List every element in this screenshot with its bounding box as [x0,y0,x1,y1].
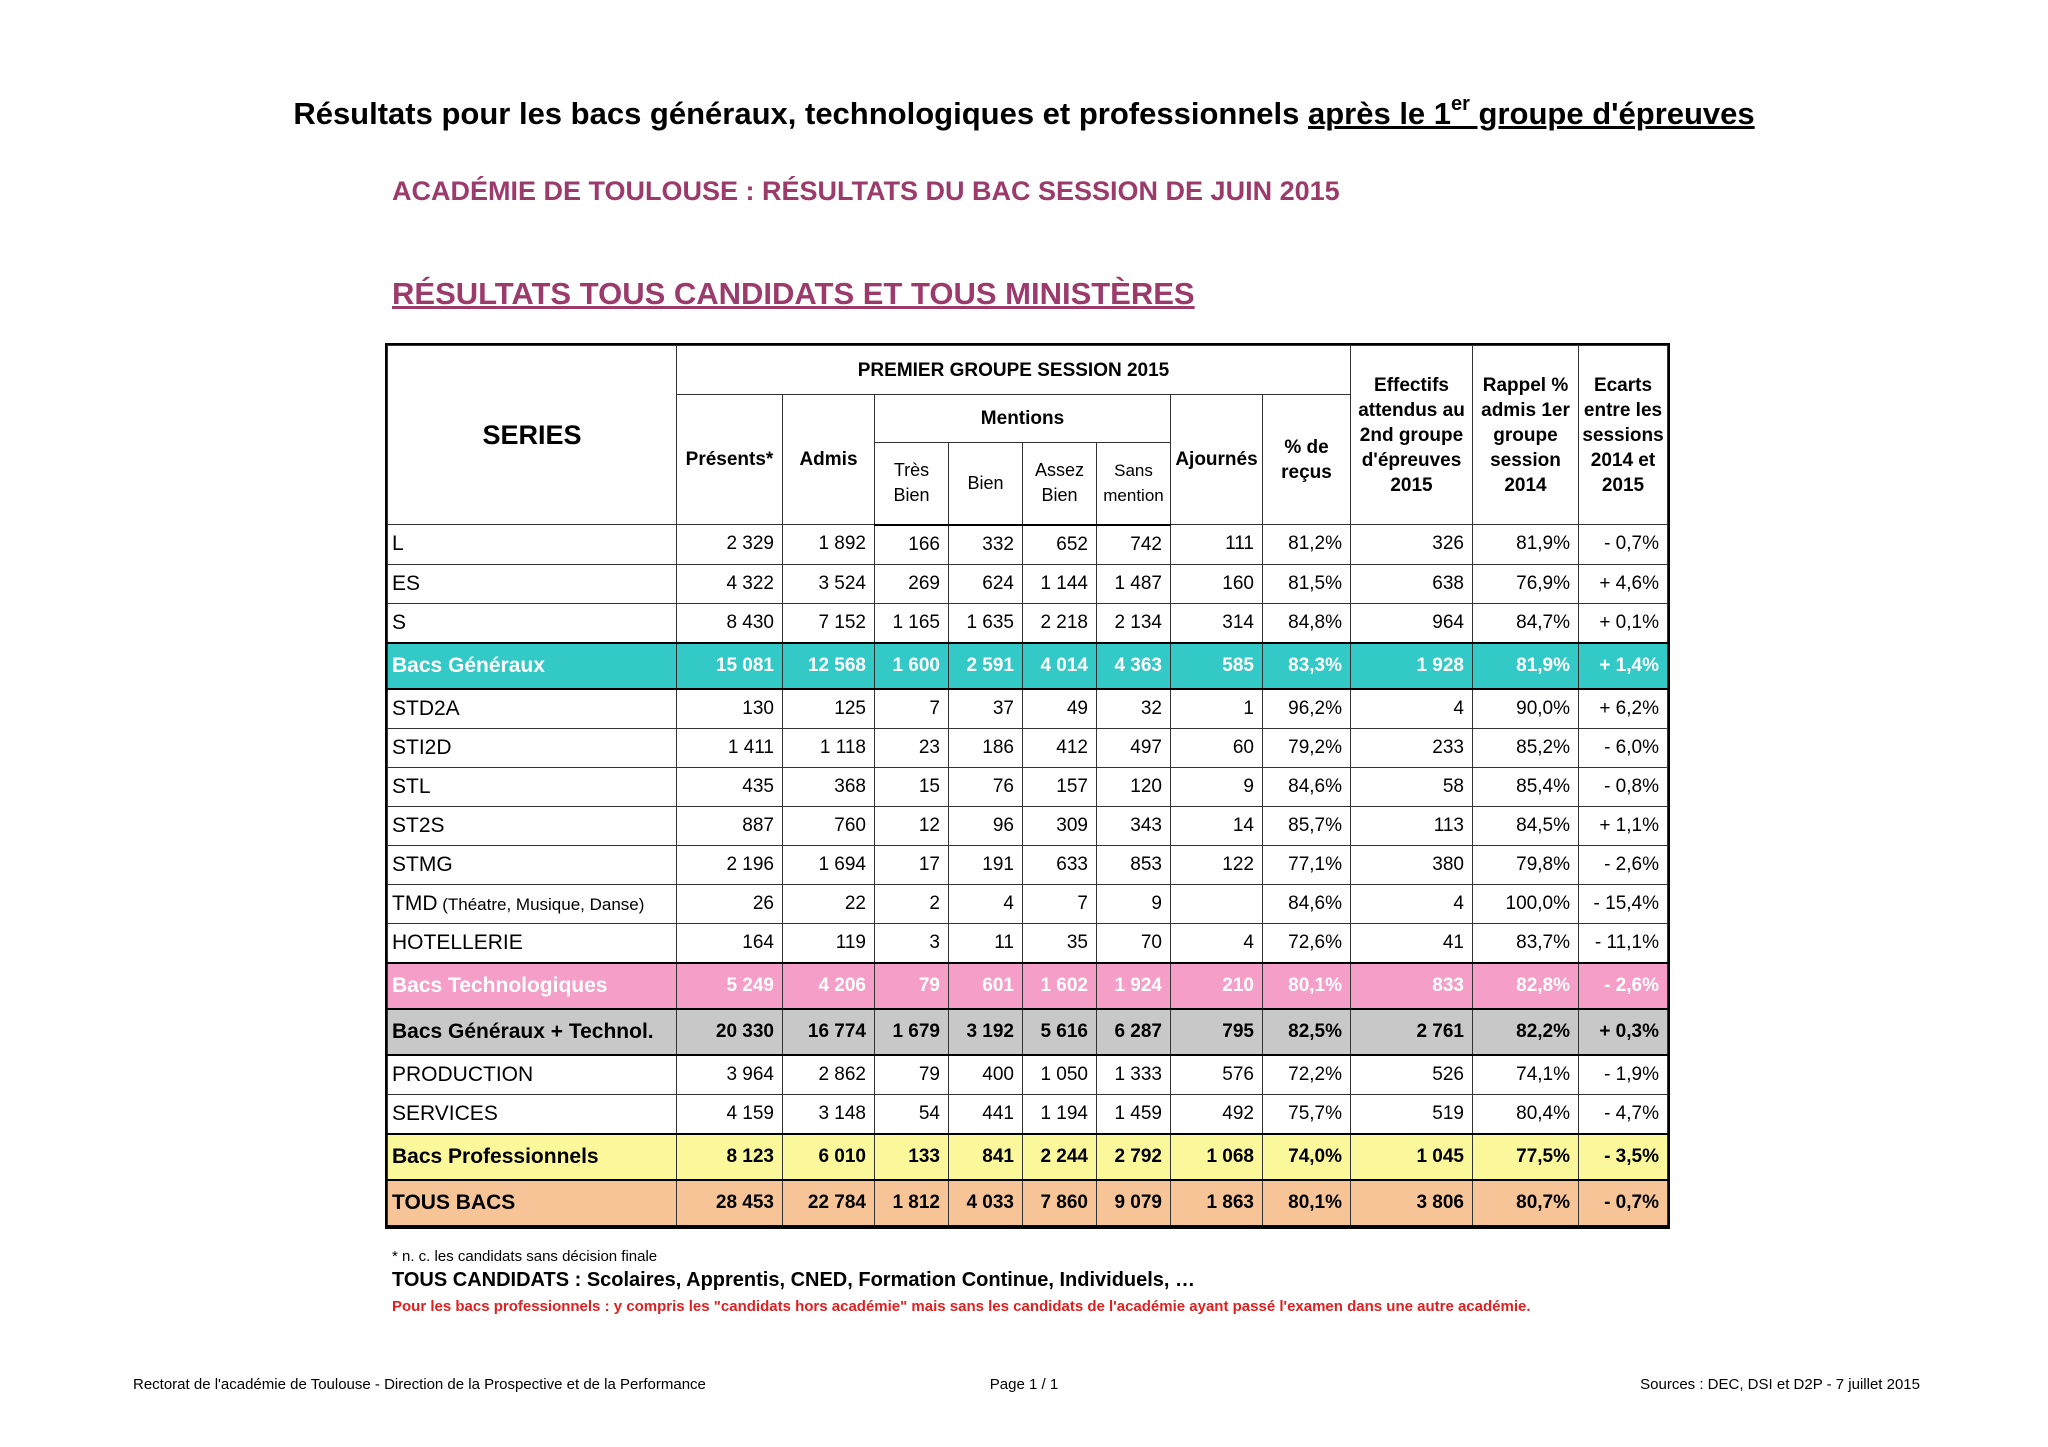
table-total-row [388,1134,1668,1180]
table-cell: 22 784 [783,1180,875,1226]
table-cell: 1 068 [1171,1134,1263,1180]
table-cell: 4 [1171,923,1263,963]
table-cell: 1 411 [677,728,783,767]
table-cell: + 6,2% [1579,689,1668,729]
table-row [388,884,1668,923]
row-label [388,1094,677,1134]
table-cell: 80,4% [1473,1094,1579,1134]
table-cell: 7 152 [783,603,875,643]
table-cell: 41 [1351,923,1473,963]
header-premier-groupe: PREMIER GROUPE SESSION 2015 [677,346,1351,395]
table-row [388,806,1668,845]
table-cell: 853 [1097,845,1171,884]
table-cell: 119 [783,923,875,963]
table-cell: 5 249 [677,963,783,1009]
table-cell: 157 [1023,767,1097,806]
table-row [388,728,1668,767]
header-ajournes: Ajournés [1171,395,1263,525]
row-label-text: Bacs Professionnels [392,1144,599,1168]
table-cell: 32 [1097,689,1171,729]
results-table [387,345,1668,1227]
header-presents: Présents* [677,395,783,525]
table-cell [1171,884,1263,923]
table-cell: 70 [1097,923,1171,963]
table-cell: 90,0% [1473,689,1579,729]
table-cell: 1 863 [1171,1180,1263,1226]
document-title-underlined [1307,93,1755,131]
table-cell: - 4,7% [1579,1094,1668,1134]
table-cell: + 0,1% [1579,603,1668,643]
table-cell: 85,7% [1263,806,1351,845]
table-cell: 1 045 [1351,1134,1473,1180]
table-cell: 164 [677,923,783,963]
table-cell: 15 081 [677,643,783,689]
row-label [388,884,677,923]
table-cell: 81,2% [1263,525,1351,565]
table-total-row [388,1009,1668,1055]
table-cell: 624 [949,564,1023,603]
table-cell: 4 159 [677,1094,783,1134]
row-label-text: S [392,610,407,634]
row-label-text: STD2A [392,696,460,720]
table-row [388,923,1668,963]
table-cell: 7 [875,689,949,729]
table-cell: 60 [1171,728,1263,767]
table-cell: 964 [1351,603,1473,643]
table-cell: 26 [677,884,783,923]
table-cell: 1 602 [1023,963,1097,1009]
table-cell: + 0,3% [1579,1009,1668,1055]
table-cell: - 0,8% [1579,767,1668,806]
table-cell: 380 [1351,845,1473,884]
table-cell: 186 [949,728,1023,767]
row-label [388,525,677,565]
table-cell: 7 [1023,884,1097,923]
row-label-text: SERVICES [392,1101,498,1125]
table-cell: 1 050 [1023,1055,1097,1095]
table-row [388,603,1668,643]
table-cell: 35 [1023,923,1097,963]
table-cell: 76 [949,767,1023,806]
header-pct-recus: % de reçus [1263,395,1351,525]
table-cell: 37 [949,689,1023,729]
table-cell: 343 [1097,806,1171,845]
table-cell: 79 [875,963,949,1009]
table-cell: - 2,6% [1579,845,1668,884]
table-cell: 14 [1171,806,1263,845]
table-cell: 72,6% [1263,923,1351,963]
row-label [388,767,677,806]
title-ul-after: groupe d'épreuves [1469,96,1755,131]
table-cell: 74,0% [1263,1134,1351,1180]
table-cell: 3 964 [677,1055,783,1095]
table-cell: 82,8% [1473,963,1579,1009]
table-cell: 1 924 [1097,963,1171,1009]
table-cell: 1 487 [1097,564,1171,603]
table-cell: 1 194 [1023,1094,1097,1134]
row-label-text: Bacs Technologiques [392,973,608,997]
table-cell: 79,2% [1263,728,1351,767]
table-cell: 15 [875,767,949,806]
row-label-text: PRODUCTION [392,1062,534,1086]
row-label [388,923,677,963]
row-label [388,603,677,643]
row-label [388,845,677,884]
table-cell: 49 [1023,689,1097,729]
table-cell: 400 [949,1055,1023,1095]
row-label [388,1055,677,1095]
table-cell: - 11,1% [1579,923,1668,963]
table-body [388,525,1668,1226]
table-cell: 492 [1171,1094,1263,1134]
table-cell: 412 [1023,728,1097,767]
professional-note: Pour les bacs professionnels : y compris les "candidats hors académie" mais sans les candidats de l'académie ayant passé l'examen dans une autre académie. [392,1298,1531,1315]
table-cell: 638 [1351,564,1473,603]
table-cell: 309 [1023,806,1097,845]
footnote: * n. c. les candidats sans décision finale [392,1248,658,1265]
table-cell: 11 [949,923,1023,963]
candidats-note: TOUS CANDIDATS : Scolaires, Apprentis, CNED, Formation Continue, Individuels, … [392,1269,1196,1291]
table-row [388,1094,1668,1134]
table-cell: - 6,0% [1579,728,1668,767]
table-row [388,525,1668,565]
table-cell: + 1,4% [1579,643,1668,689]
table-cell: 314 [1171,603,1263,643]
table-cell: 1 333 [1097,1055,1171,1095]
table-cell: 191 [949,845,1023,884]
table-row [388,689,1668,729]
table-cell: 1 600 [875,643,949,689]
header-assez-bien: Assez Bien [1023,443,1097,525]
table-cell: 80,1% [1263,963,1351,1009]
table-cell: 100,0% [1473,884,1579,923]
table-cell: 122 [1171,845,1263,884]
table-cell: 85,4% [1473,767,1579,806]
table-cell: 2 792 [1097,1134,1171,1180]
table-cell: 3 192 [949,1009,1023,1055]
header-ecarts: Ecarts entre les sessions 2014 et 2015 [1579,346,1668,525]
table-cell: 585 [1171,643,1263,689]
table-total-row [388,1180,1668,1226]
row-label-text: TMD [392,891,438,915]
table-cell: 633 [1023,845,1097,884]
row-label-text: Bacs Généraux + Technol. [392,1019,654,1043]
table-cell: + 4,6% [1579,564,1668,603]
table-cell: 368 [783,767,875,806]
table-cell: 130 [677,689,783,729]
row-label-text: L [392,532,404,556]
row-label [388,564,677,603]
row-label-text: Bacs Généraux [392,653,545,677]
table-cell: 96 [949,806,1023,845]
table-cell: 9 [1171,767,1263,806]
row-label [388,1180,677,1226]
table-cell: 75,7% [1263,1094,1351,1134]
table-cell: 133 [875,1134,949,1180]
table-row [388,767,1668,806]
table-cell: 16 774 [783,1009,875,1055]
table-cell: 887 [677,806,783,845]
table-cell: - 1,9% [1579,1055,1668,1095]
table-cell: 4 [1351,689,1473,729]
table-cell: 2 862 [783,1055,875,1095]
table-cell: 1 812 [875,1180,949,1226]
table-cell: 12 568 [783,643,875,689]
table-row [388,1055,1668,1095]
table-cell: 5 616 [1023,1009,1097,1055]
table-cell: 80,1% [1263,1180,1351,1226]
footer-left: Rectorat de l'académie de Toulouse - Direction de la Prospective et de la Performance [133,1376,706,1393]
table-cell: 601 [949,963,1023,1009]
table-cell: 84,6% [1263,767,1351,806]
table-cell: 84,6% [1263,884,1351,923]
table-cell: 82,2% [1473,1009,1579,1055]
table-cell: - 3,5% [1579,1134,1668,1180]
header-rappel: Rappel % admis 1er groupe session 2014 [1473,346,1579,525]
table-cell: 1 694 [783,845,875,884]
table-cell: 2 134 [1097,603,1171,643]
table-cell: 96,2% [1263,689,1351,729]
table-cell: 76,9% [1473,564,1579,603]
table-cell: 332 [949,525,1023,565]
table-cell: 81,5% [1263,564,1351,603]
table-cell: 2 591 [949,643,1023,689]
table-cell: 833 [1351,963,1473,1009]
row-label-text: STL [392,774,431,798]
table-cell: 4 014 [1023,643,1097,689]
table-cell: 166 [875,525,949,565]
table-cell: 4 322 [677,564,783,603]
table-cell: 4 363 [1097,643,1171,689]
table-cell: 4 206 [783,963,875,1009]
row-label [388,643,677,689]
table-cell: 2 761 [1351,1009,1473,1055]
table-cell: 72,2% [1263,1055,1351,1095]
table-cell: 1 144 [1023,564,1097,603]
table-cell: 8 430 [677,603,783,643]
table-cell: 28 453 [677,1180,783,1226]
table-cell: 3 806 [1351,1180,1473,1226]
table-cell: 652 [1023,525,1097,565]
table-cell: 160 [1171,564,1263,603]
table-cell: 2 244 [1023,1134,1097,1180]
document-title [0,93,2048,132]
row-label [388,963,677,1009]
table-cell: 841 [949,1134,1023,1180]
row-label [388,1009,677,1055]
header-series: SERIES [388,346,677,525]
table-cell: 85,2% [1473,728,1579,767]
table-cell: 6 287 [1097,1009,1171,1055]
table-cell: 111 [1171,525,1263,565]
table-cell: - 2,6% [1579,963,1668,1009]
row-label [388,806,677,845]
header-admis: Admis [783,395,875,525]
table-cell: 6 010 [783,1134,875,1180]
table-cell: 23 [875,728,949,767]
table-cell: 113 [1351,806,1473,845]
table-cell: 81,9% [1473,525,1579,565]
header-mentions: Mentions [875,395,1171,443]
table-cell: 497 [1097,728,1171,767]
header-effectifs: Effectifs attendus au 2nd groupe d'épreuves 2015 [1351,346,1473,525]
table-row [388,845,1668,884]
table-cell: - 0,7% [1579,1180,1668,1226]
table-cell: 1 635 [949,603,1023,643]
row-label [388,728,677,767]
section-title: RÉSULTATS TOUS CANDIDATS ET TOUS MINISTÈRES [392,276,1195,311]
table-cell: 84,5% [1473,806,1579,845]
table-cell: 1 928 [1351,643,1473,689]
table-cell: 576 [1171,1055,1263,1095]
table-cell: 1 459 [1097,1094,1171,1134]
table-cell: 74,1% [1473,1055,1579,1095]
row-label-text: STI2D [392,735,452,759]
table-cell: 4 [949,884,1023,923]
table-cell: 4 033 [949,1180,1023,1226]
table-cell: 3 524 [783,564,875,603]
table-cell: 326 [1351,525,1473,565]
row-label [388,689,677,729]
table-cell: 120 [1097,767,1171,806]
row-label-text: ST2S [392,813,445,837]
footer-page-number: Page 1 / 1 [989,1376,1059,1393]
table-cell: 742 [1097,525,1171,565]
header-bien: Bien [949,443,1023,525]
table-cell: 79 [875,1055,949,1095]
table-cell: 2 196 [677,845,783,884]
table-cell: 7 860 [1023,1180,1097,1226]
table-cell: 233 [1351,728,1473,767]
table-row [388,564,1668,603]
table-cell: 1 118 [783,728,875,767]
footer-sources: Sources : DEC, DSI et D2P - 7 juillet 2015 [1640,1376,1920,1393]
table-cell: 3 148 [783,1094,875,1134]
table-cell: 82,5% [1263,1009,1351,1055]
table-cell: 81,9% [1473,643,1579,689]
table-cell: 77,5% [1473,1134,1579,1180]
table-cell: 441 [949,1094,1023,1134]
table-cell: 2 329 [677,525,783,565]
table-cell: 1 892 [783,525,875,565]
table-cell: 760 [783,806,875,845]
table-cell: 9 079 [1097,1180,1171,1226]
table-cell: 125 [783,689,875,729]
table-cell: 84,8% [1263,603,1351,643]
table-cell: 84,7% [1473,603,1579,643]
row-label-text: STMG [392,852,453,876]
table-cell: 83,3% [1263,643,1351,689]
row-label-text: TOUS BACS [392,1190,516,1214]
table-cell: 210 [1171,963,1263,1009]
table-cell: 795 [1171,1009,1263,1055]
header-tres-bien: Très Bien [875,443,949,525]
title-ul-before: après le 1 [1307,96,1452,131]
table-cell: 519 [1351,1094,1473,1134]
table-cell: 1 [1171,689,1263,729]
table-cell: - 15,4% [1579,884,1668,923]
table-cell: 526 [1351,1055,1473,1095]
table-cell: 269 [875,564,949,603]
table-cell: 20 330 [677,1009,783,1055]
table-cell: 2 [875,884,949,923]
table-cell: 83,7% [1473,923,1579,963]
table-cell: 3 [875,923,949,963]
table-cell: 77,1% [1263,845,1351,884]
table-cell: 79,8% [1473,845,1579,884]
title-superscript: er [1451,93,1470,115]
table-cell: 80,7% [1473,1180,1579,1226]
table-cell: 58 [1351,767,1473,806]
table-cell: 17 [875,845,949,884]
table-cell: + 1,1% [1579,806,1668,845]
table-cell: 8 123 [677,1134,783,1180]
row-label-note: (Théatre, Musique, Danse) [437,894,645,914]
table-total-row [388,643,1668,689]
table-cell: 12 [875,806,949,845]
row-label-text: ES [392,571,421,595]
table-cell: 435 [677,767,783,806]
table-total-row [388,963,1668,1009]
document-title-main: Résultats pour les bacs généraux, technologiques et professionnels [293,96,1300,131]
table-cell: 9 [1097,884,1171,923]
row-label-text: HOTELLERIE [392,930,523,954]
row-label [388,1134,677,1180]
table-cell: 54 [875,1094,949,1134]
table-cell: 1 679 [875,1009,949,1055]
header-sans-mention: Sans mention [1097,443,1171,525]
table-cell: 1 165 [875,603,949,643]
table-cell: - 0,7% [1579,525,1668,565]
table-cell: 2 218 [1023,603,1097,643]
subtitle: ACADÉMIE DE TOULOUSE : RÉSULTATS DU BAC SESSION DE JUIN 2015 [392,176,1340,206]
table-cell: 4 [1351,884,1473,923]
table-cell: 22 [783,884,875,923]
